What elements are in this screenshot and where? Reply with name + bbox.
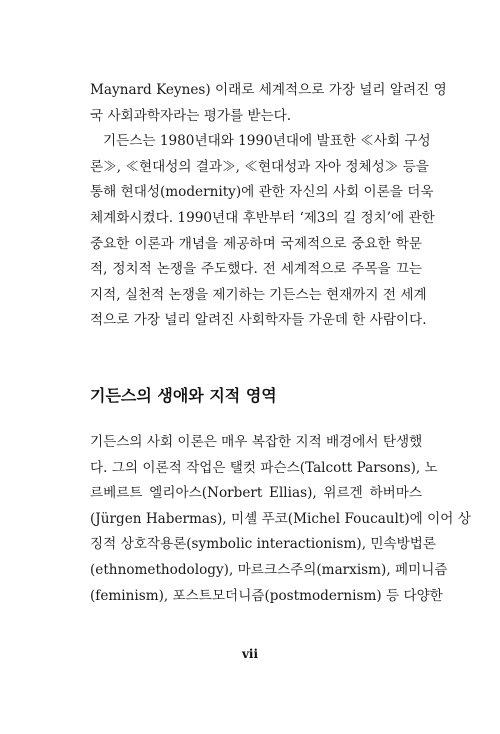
paragraph-continued [90, 78, 447, 129]
text-line: 론≫, ≪현대성의 결과≫, ≪현대성과 자아 정체성≫ 등을 [90, 158, 429, 175]
section-heading: 기든스의 생애와 지적 영역 [90, 386, 277, 405]
text-line: (feminism), 포스트모더니즘(postmodernism) 등 다양한 [90, 587, 443, 604]
text-line: (Jürgen Habermas), 미셸 푸코(Michel Foucault)에 이어 상 [90, 510, 471, 527]
text-line: 체계화시켰다. 1990년대 후반부터 ‘제3의 길 정치’에 관한 [90, 209, 435, 226]
text-line: 다. 그의 이론적 작업은 탤컷 파슨스(Talcott Parsons), 노 [90, 459, 438, 476]
text-line: 국 사회과학자라는 평가를 받는다. [90, 107, 292, 124]
page-number: vii [241, 647, 259, 661]
text-line: 통해 현대성(modernity)에 관한 자신의 사회 이론을 더욱 [90, 184, 434, 201]
text-line: (ethnomethodology), 마르크스주의(marxism), 페미니즘 [90, 561, 448, 578]
text-line: 기든스는 1980년대와 1990년대에 발표한 ≪사회 구성 [103, 133, 431, 150]
text-line: 기든스의 사회 이론은 매우 복잡한 지적 배경에서 탄생했 [90, 434, 423, 450]
text-line: 적으로 가장 널리 알려진 사회학자들 가운데 한 사람이다. [90, 312, 427, 329]
paragraph-intellectual-background [90, 430, 471, 609]
paragraph-giddens-1980s [90, 129, 435, 334]
text-line: 징적 상호작용론(symbolic interactionism), 민속방법론 [90, 536, 436, 553]
text-line: 지적, 실천적 논쟁을 제기하는 기든스는 현재까지 전 세계 [90, 286, 427, 303]
body-text-top [90, 78, 447, 334]
text-line: 적, 정치적 논쟁을 주도했다. 전 세계적으로 주목을 끄는 [90, 261, 422, 278]
text-line: Maynard Keynes) 이래로 세계적으로 가장 널리 알려진 영 [90, 82, 447, 98]
text-line: 중요한 이론과 개념을 제공하며 국제적으로 중요한 학문 [90, 235, 422, 252]
text-line: 르베르트 엘리아스(Norbert Ellias), 위르겐 하버마스 [90, 485, 422, 502]
